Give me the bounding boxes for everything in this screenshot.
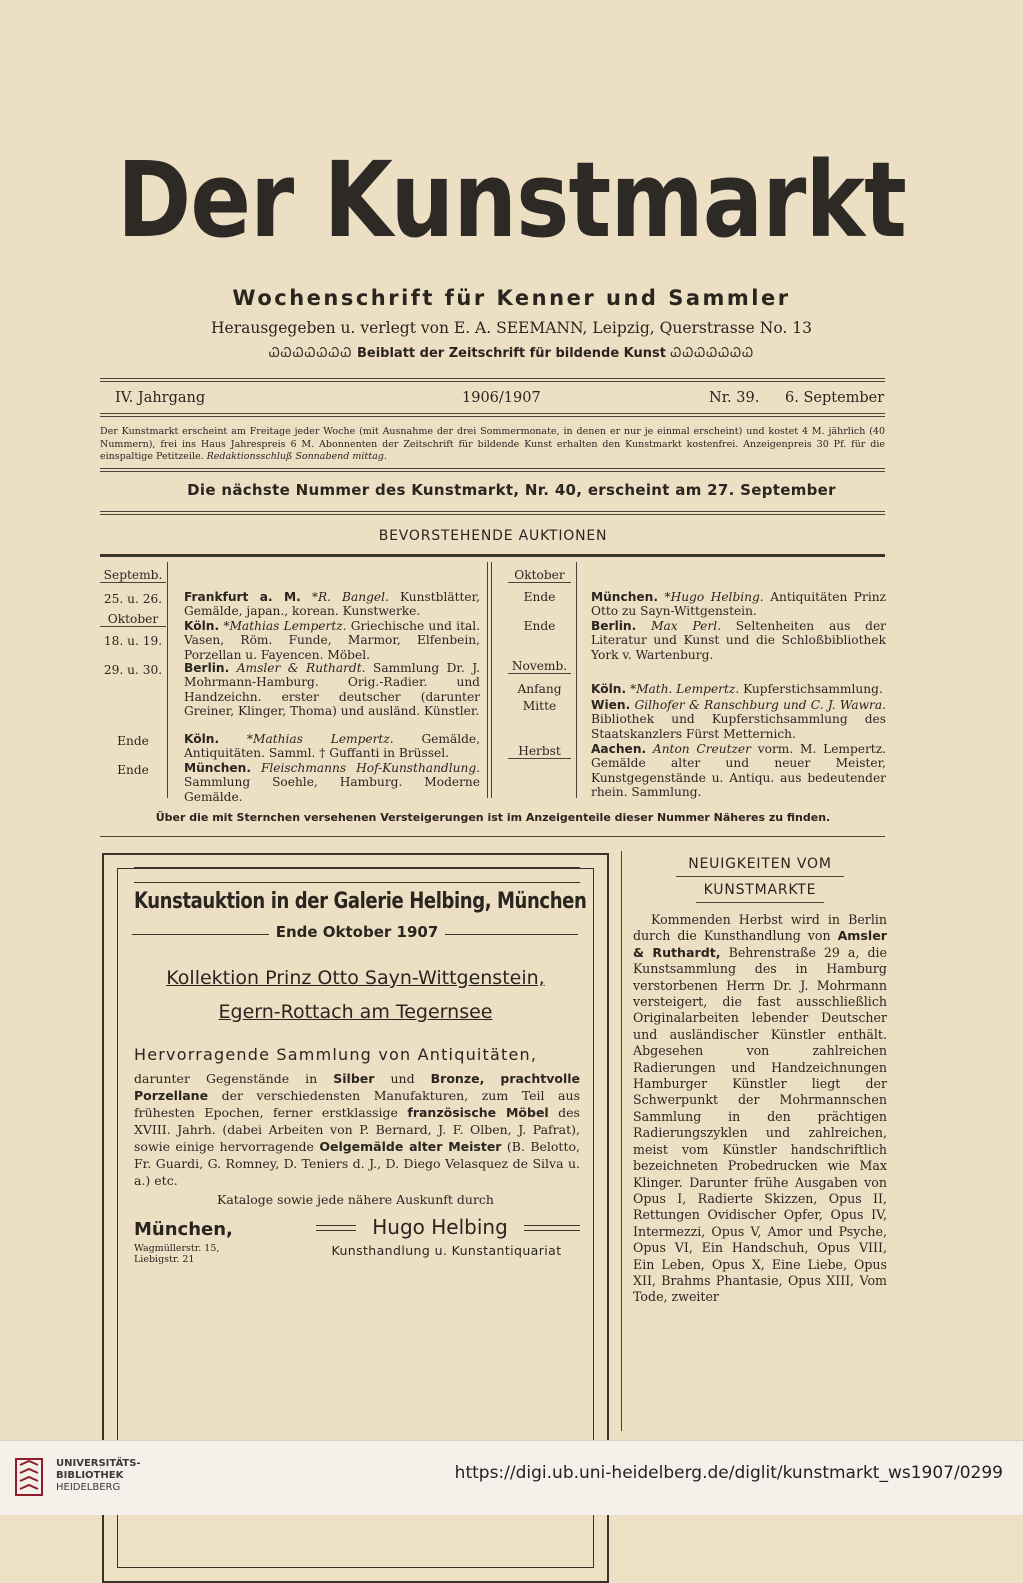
notice-schluss: Redaktionsschluß Sonnabend mittag.: [206, 451, 387, 462]
auction-entry: [591, 682, 886, 696]
ad-body-text: (B. Belotto, Fr. Guardi, G. Romney, D. Teniers d. J., D. Diego Velasquez de Silva u. a.) etc.: [134, 1139, 580, 1188]
issue-number: Nr. 39.: [709, 390, 760, 406]
ad-und: und: [390, 1071, 415, 1086]
auction-date: 18. u. 19.: [103, 634, 163, 648]
auction-city: Köln.: [184, 732, 220, 746]
auction-text: Seltenheiten aus der Literatur und Kunst und die Schloßbibliothek York v. Wartenburg.: [591, 619, 886, 662]
ad-rule: [524, 1225, 580, 1231]
ornament-left: ᏇᏇᏇᏇᏇᏇᏇ: [268, 346, 353, 361]
subscription-notice: [100, 426, 885, 464]
auction-date: Ende: [117, 763, 149, 777]
column-rule: [621, 851, 622, 1431]
auction-date: Mitte: [522, 699, 557, 713]
auction-date: Ende: [523, 590, 556, 604]
ad-body: [134, 1070, 580, 1189]
issue-year: 1906/1907: [462, 390, 541, 406]
column-rule: [491, 562, 492, 798]
auction-entry: [184, 619, 480, 662]
ornament-right: ᏇᏇᏇᏇᏇᏇᏇ: [670, 346, 755, 361]
auction-city: München.: [591, 590, 658, 604]
auction-entry: [591, 619, 886, 662]
news-heading-line2: KUNSTMARKTE: [703, 882, 817, 898]
news-heading-line1: NEUIGKEITEN VOM: [688, 856, 832, 872]
news-text: Behrenstraße 29 a, die Kunstsammlung des in Hamburg verstorbenen Herrn Dr. J. Mohrmann versteigert, die fast ausschließlich Originalarbeiten lebender Deutscher und ausländischer Künstler enthält. Abgesehen von zahlreichen Radierungen und Handzeichnungen Hamburger Künstler liegt der Schwerpunkt der Mohrmannschen Sammlung in den prächtigen Radierungszyklen und zahlreichen, meist vom Künstler handschriftlich bezeichneten Probedrucken wie Max Klinger. Darunter frühe Ausgaben von Opus I, Radierte Skizzen, Opus II, Rettungen Ovidischer Opfer, Opus IV, Intermezzi, Opus V, Amor und Psyche, Opus VI, Ein Handschuh, Opus VIII, Ein Leben, Opus X, Eine Liebe, Opus XII, Brahms Phantasie, Opus XIII, Vom Tode, zweiter: [633, 944, 887, 1305]
ad-highlight: Hervorragende Sammlung von Antiquitäten,: [134, 1045, 538, 1064]
auction-city: Berlin.: [591, 619, 637, 633]
ad-kataloge: Kataloge sowie jede nähere Auskunft durch: [217, 1192, 494, 1207]
auctions-table: [100, 562, 885, 802]
ad-collection-line2: Egern-Rottach am Tegernsee: [218, 1001, 493, 1023]
beiblatt-text: Beiblatt der Zeitschrift für bildende Kunst: [356, 346, 666, 361]
ad-address: [134, 1243, 219, 1265]
auction-text: Kupferstichsammlung.: [743, 682, 883, 696]
auction-text: vorm. M. Lempertz. Gemälde alter und neuer Meister, Kunstgegenstände u. Antiqu. aus bedeutender rhein. Sammlung.: [591, 742, 887, 800]
ad-silber: Silber: [333, 1071, 375, 1086]
issue-date: 6. September: [785, 390, 885, 406]
notice-text: Der Kunstmarkt erscheint am Freitage jeder Woche (mit Ausnahme der drei Sommermonate, in denen er nur je einmal erscheint) und kostet 4 M. jährlich (40 Nummern), frei ins Haus Jahrespreis 6 M. Abonnenten der Zeitschrift für bildende Kunst erhalten den Kunstmarkt kostenfrei. Anzeigenpreis 30 Pf. für die einspaltige Petitzeile.: [100, 426, 885, 462]
auction-text: Bibliothek und Kupferstichsammlung des Staatskanzlers Fürst Metternich.: [591, 712, 886, 741]
auction-entry: [184, 590, 480, 619]
auction-date: Herbst: [508, 744, 571, 759]
auction-house: *Math. Lempertz.: [629, 682, 740, 696]
month-header: Septemb.: [100, 568, 166, 583]
library-name-line: BIBLIOTHEK: [56, 1470, 124, 1481]
auction-entry: [184, 661, 480, 719]
ad-address-line: Wagmüllerstr. 15,: [134, 1243, 220, 1254]
auction-city: Wien.: [591, 698, 631, 712]
column-rule: [167, 562, 168, 798]
ad-bronze: Bronze,: [430, 1071, 485, 1086]
library-name-line: HEIDELBERG: [56, 1482, 121, 1493]
auction-house: Amsler & Ruthardt.: [236, 661, 366, 675]
ad-porzellane: prachtvolle Porzellane: [134, 1071, 580, 1103]
news-firm: Amsler & Ruthardt,: [633, 928, 887, 960]
thick-rule: [100, 554, 885, 557]
auction-text: Griechische und ital. Vasen, Röm. Funde, Marmor, Elfenbein, Porzellan u. Fayencen. Möbel.: [184, 619, 481, 662]
ad-collection-line1: Kollektion Prinz Otto Sayn-Wittgenstein,: [166, 967, 545, 989]
auction-date: Ende: [523, 619, 556, 633]
auction-house: Gilhofer & Ranschburg und C. J. Wawra.: [634, 698, 886, 712]
auction-entry: [591, 742, 886, 800]
auction-house: Anton Creutzer: [652, 742, 751, 756]
auction-house: Max Perl.: [651, 619, 721, 633]
month-header: Oktober: [100, 612, 166, 627]
heading-rule: [696, 902, 824, 903]
ad-firm-sub: Kunsthandlung u. Kunstantiquariat: [331, 1243, 562, 1258]
auction-text: Sammlung Soehle, Hamburg. Moderne Gemälde.: [184, 775, 480, 804]
column-rule: [576, 562, 577, 798]
auction-text: Gemälde, Antiquitäten. Samml. † Guffanti in Brüssel.: [184, 732, 480, 761]
ad-date: Ende Oktober 1907: [269, 923, 445, 941]
auction-date: 25. u. 26.: [103, 592, 163, 606]
divider: [100, 378, 885, 382]
jahrgang: IV. Jahrgang: [115, 390, 206, 406]
auction-text: Antiquitäten Prinz Otto zu Sayn-Wittgenstein.: [591, 590, 887, 619]
news-text: Kommenden Herbst wird in Berlin durch die Kunsthandlung von: [633, 912, 887, 944]
viewer-footer: [0, 1440, 1023, 1515]
ad-ornament-border: [134, 867, 580, 883]
auction-city: Köln.: [184, 619, 220, 633]
auctions-heading: BEVORSTEHENDE AUKTIONEN: [378, 528, 608, 544]
heading-rule: [676, 876, 844, 877]
auction-city: Frankfurt a. M.: [184, 590, 301, 604]
auction-date: Anfang: [517, 682, 562, 696]
auction-city: Berlin.: [184, 661, 230, 675]
auction-house: *Hugo Helbing.: [664, 590, 764, 604]
library-logo-icon: [14, 1455, 44, 1499]
beiblatt-line: [0, 346, 1023, 361]
library-name: [56, 1458, 141, 1494]
auction-entry: [591, 590, 886, 619]
auction-entry: [184, 732, 480, 761]
auction-city: Köln.: [591, 682, 627, 696]
divider: [100, 413, 885, 417]
publisher-line: Herausgegeben u. verlegt von E. A. SEEMANN, Leipzig, Querstrasse No. 13: [211, 319, 812, 337]
auction-house: Fleischmanns Hof-Kunsthandlung.: [260, 761, 480, 775]
ad-city: München,: [134, 1219, 233, 1240]
next-issue-notice: Die nächste Nummer des Kunstmarkt, Nr. 40, erscheint am 27. September: [187, 481, 836, 499]
auction-date: 29. u. 30.: [103, 663, 163, 677]
month-header: Oktober: [508, 568, 571, 583]
auction-date: Ende: [117, 734, 149, 748]
ad-body-text: der verschiedensten Manufakturen, zum Teil aus frühesten Epochen, ferner erstklassige: [134, 1088, 580, 1120]
ad-rule: [316, 1225, 356, 1231]
library-name-line: UNIVERSITÄTS-: [56, 1458, 141, 1469]
auction-city: Aachen.: [591, 742, 647, 756]
auction-house: *Mathias Lempertz.: [246, 732, 394, 746]
masthead-subtitle: Wochenschrift für Kenner und Sammler: [232, 286, 791, 310]
auction-text: Kunstblätter, Gemälde, japan., korean. Kunstwerke.: [184, 590, 480, 619]
auction-city: München.: [184, 761, 251, 775]
column-rule: [487, 562, 488, 798]
auctions-footnote: Über die mit Sternchen versehenen Versteigerungen ist im Anzeigenteile dieser Nummer Näheres zu finden.: [155, 811, 831, 824]
news-article: [633, 912, 887, 1306]
ad-body-text: des XVIII. Jahrh. (dabei Arbeiten von P. Bernard, J. F. Olben, J. Pafrat), sowie einige hervorragende: [134, 1105, 580, 1154]
auction-entry: [184, 761, 480, 804]
auction-text: Sammlung Dr. J. Mohrmann-Hamburg. Orig.-Radier. und Handzeichn. erster deutscher (darunter Greiner, Klinger, Thoma) und ausländ. Künstler.: [184, 661, 481, 719]
divider: [100, 468, 885, 472]
ad-moebel: französische Möbel: [407, 1105, 549, 1120]
permalink-url[interactable]: https://digi.ub.uni-heidelberg.de/diglit/kunstmarkt_ws1907/0299: [454, 1463, 1003, 1483]
masthead-title: Der Kunstmarkt: [116, 139, 907, 261]
auction-entry: [591, 698, 886, 741]
ad-firm: Hugo Helbing: [372, 1215, 508, 1239]
divider: [100, 511, 885, 515]
auction-house: *Mathias Lempertz.: [223, 619, 347, 633]
ad-oelgemaelde: Oelgemälde alter Meister: [319, 1139, 502, 1154]
auction-house: *R. Bangel.: [311, 590, 389, 604]
month-header: Novemb.: [508, 659, 571, 674]
divider: [100, 836, 885, 837]
ad-address-line: Liebigstr. 21: [134, 1254, 195, 1265]
ad-body-text: darunter Gegenstände in: [134, 1071, 318, 1086]
ad-title: Kunstauktion in der Galerie Helbing, München: [134, 889, 587, 914]
